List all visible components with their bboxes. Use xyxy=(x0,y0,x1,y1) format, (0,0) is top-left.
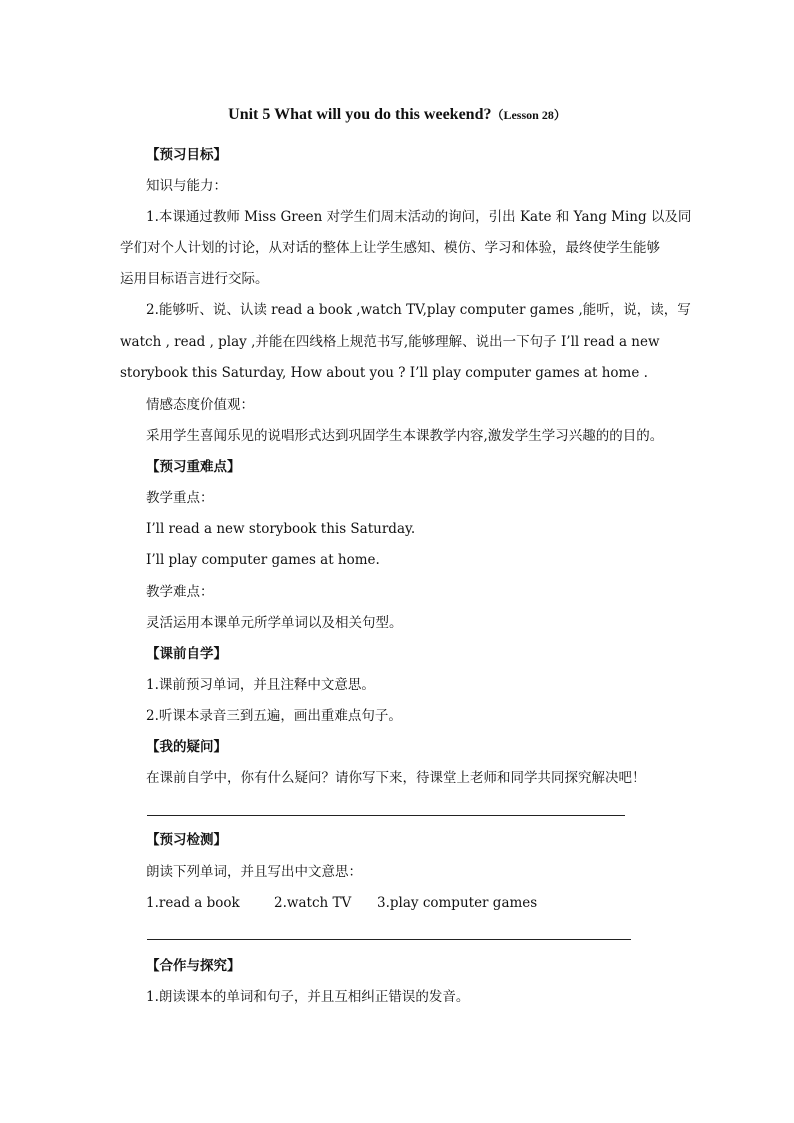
self-study-item2: 2.听课本录音三到五遍，画出重难点句子。 xyxy=(146,708,402,724)
knowledge-label: 知识与能力： xyxy=(146,178,227,194)
focus-label: 教学重点： xyxy=(146,490,214,506)
answer-line-1 xyxy=(147,815,625,816)
answer-line-2 xyxy=(147,939,631,940)
cooperation-item1: 1.朗读课本的单词和句子，并且互相纠正错误的发音。 xyxy=(146,989,470,1005)
my-questions-text: 在课前自学中，你有什么疑问？请你写下来，待课堂上老师和同学共同探究解决吧！ xyxy=(146,770,646,786)
preview-check-instruction: 朗读下列单词，并且写出中文意思： xyxy=(146,864,362,880)
self-study-item1: 1.课前预习单词，并且注释中文意思。 xyxy=(146,677,375,693)
goal-item1-line2: 学们对个人计划的讨论，从对话的整体上让学生感知、模仿、学习和体验，最终使学生能够 xyxy=(120,240,660,256)
goal-item2-line3: storybook this Saturday, How about you ? I’ll play computer games at home . xyxy=(120,365,648,381)
preview-check-words: 1.read a book 2.watch TV 3.play computer games xyxy=(146,895,538,911)
title-lesson: （Lesson 28） xyxy=(491,108,566,122)
heading-my-questions: 【我的疑问】 xyxy=(146,739,227,755)
focus-sentence-1: I’ll read a new storybook this Saturday. xyxy=(146,521,416,537)
goal-item2-line1: 2.能够听、说、认读 read a book ,watch TV,play computer games ,能听，说，读，写 xyxy=(146,302,691,318)
goal-item1-line1: 1.本课通过教师 Miss Green 对学生们周末活动的询问，引出 Kate 和 Yang Ming 以及同 xyxy=(146,209,692,225)
goal-item2-line2: watch , read , play ,并能在四线格上规范书写,能够理解、说出一下句子 I’ll read a new xyxy=(120,334,660,350)
goal-item1-line3: 运用目标语言进行交际。 xyxy=(120,271,269,287)
focus-sentence-2: I’ll play computer games at home. xyxy=(146,552,380,568)
attitude-text: 采用学生喜闻乐见的说唱形式达到巩固学生本课教学内容,激发学生学习兴趣的的目的。 xyxy=(146,428,664,444)
attitude-label: 情感态度价值观： xyxy=(146,397,254,413)
heading-preview-goals: 【预习目标】 xyxy=(146,147,227,163)
heading-key-points: 【预习重难点】 xyxy=(146,459,241,475)
difficulty-text: 灵活运用本课单元所学单词以及相关句型。 xyxy=(146,615,403,631)
page-title xyxy=(0,106,794,124)
difficulty-label: 教学难点： xyxy=(146,584,214,600)
heading-cooperation: 【合作与探究】 xyxy=(146,958,241,974)
heading-self-study: 【课前自学】 xyxy=(146,646,227,662)
heading-preview-check: 【预习检测】 xyxy=(146,832,227,848)
title-main: Unit 5 What will you do this weekend? xyxy=(228,106,492,123)
